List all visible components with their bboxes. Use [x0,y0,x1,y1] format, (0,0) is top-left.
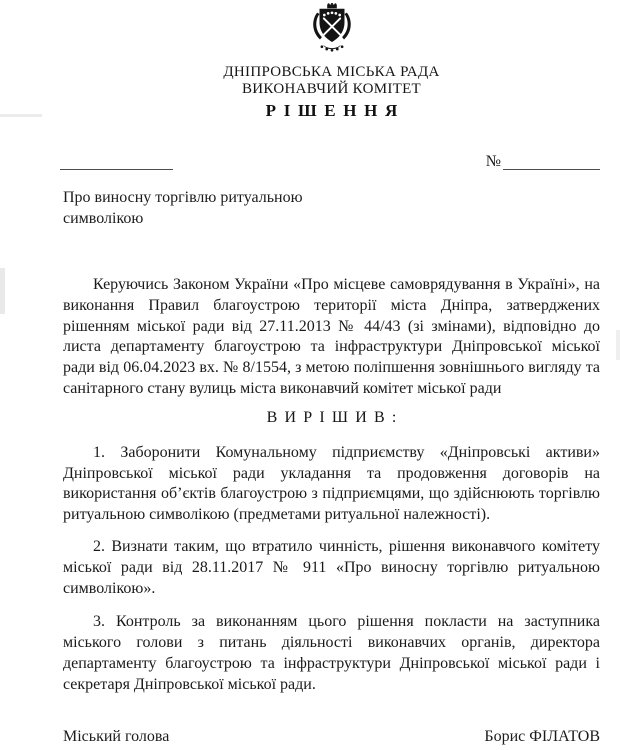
date-number-row [63,152,600,170]
preamble-paragraph: Керуючись Законом України «Про місцеве самоврядування в Україні», на виконання Правил благоустрою території міста Дніпра, затверджених рішенням міської ради від 27.11.2013 № 44/43 (зі змінами), відповідно до листа департаменту благоустрою та інфраструктури Дніпровської міської ради від 06.04.2023 вх. № 8/1554, з метою поліпшення зовнішнього вигляду та санітарного стану вулиць міста виконавчий комітет міської ради [63,276,600,397]
committee-name: ВИКОНАВЧИЙ КОМІТЕТ [241,81,422,97]
scan-artifact [0,114,42,117]
signature-row [63,727,600,746]
decision-item-2: 2. Визнати таким, що втратило чинність, рішення виконавчого комітету міської ради від 28.11.2017 № 911 «Про виносну торгівлю ритуальною символікою». [63,537,600,597]
document-header [63,64,600,98]
scan-artifact [616,330,620,360]
number-group [486,154,600,170]
number-label: № [485,153,501,170]
organization-name: ДНІПРОВСЬКА МІСЬКА РАДА [223,64,440,80]
resolved-heading: ВИРІШИВ: [266,408,404,426]
decision-item-3: 3. Контроль за виконанням цього рішення покласти на заступника міського голови з питань діяльності виконавчих органів, директора департаменту благоустрою та інфраструктури Дніпровської міської ради і секретаря Дніпровської міської ради. [63,613,600,693]
date-blank-line [60,154,173,170]
signatory-name: Борис ФІЛАТОВ [484,727,600,745]
signatory-position: Міський голова [63,727,170,745]
document-type-title: РІШЕННЯ [265,101,405,120]
decision-item-1: 1. Заборонити Комунальному підприємству «Дніпровські активи» Дніпровської міської ради укладання та продовження договорів на використання об’єктів благоустрою з підприємцями, що здійснюють торгівлю ритуальною символікою (предметами ритуальної належності). [63,443,600,524]
city-coat-of-arms-icon [303,3,361,53]
number-blank-line [503,154,600,170]
document-subject: Про виносну торгівлю ритуальною символікою [63,189,303,227]
scan-artifact [0,268,5,314]
